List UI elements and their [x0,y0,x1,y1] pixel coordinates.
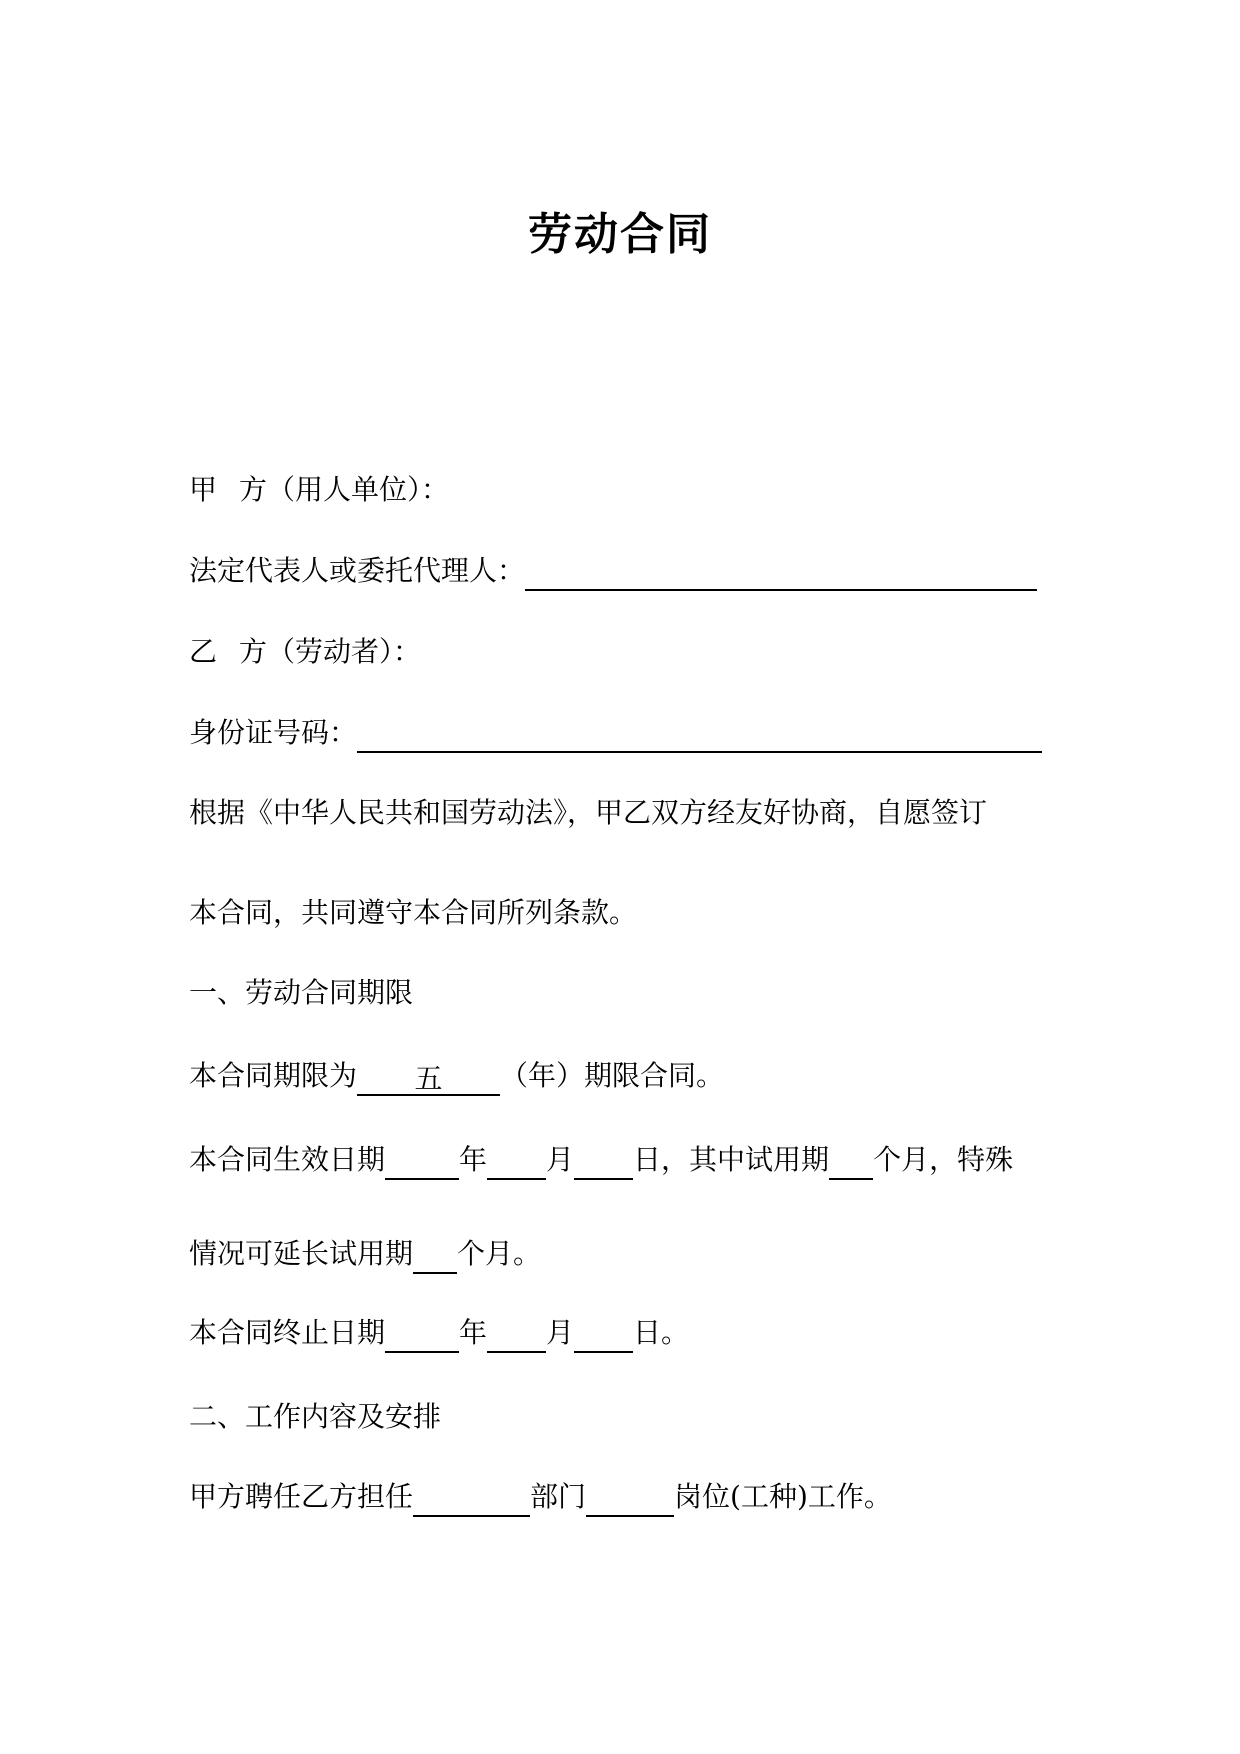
id-number-line [189,713,1042,753]
department-label: 部门 [530,1480,587,1513]
party-b-label: 方（劳动者）： [239,635,422,668]
probation-months-label: 个月，特殊 [873,1143,1014,1176]
term-prefix: 本合同期限为 [189,1059,358,1092]
termination-day-blank[interactable] [574,1321,633,1353]
representative-label: 法定代表人或委托代理人： [189,554,526,587]
section-1-heading: 一、劳动合同期限 [189,976,414,1009]
department-blank[interactable] [413,1485,530,1517]
effective-day-blank[interactable] [574,1148,633,1180]
section-2-heading: 二、工作内容及安排 [189,1400,442,1433]
termination-month-blank[interactable] [487,1321,546,1353]
termination-prefix: 本合同终止日期 [189,1316,386,1349]
termination-day-label: 日。 [633,1316,690,1349]
id-number-blank[interactable] [357,721,1042,753]
assignment-prefix: 甲方聘任乙方担任 [189,1480,414,1513]
term-years-field[interactable]: 五 [357,1064,500,1096]
representative-line [189,551,1037,591]
effective-month-blank[interactable] [487,1148,546,1180]
party-a-line [189,470,449,510]
preamble-line-1: 根据《中华人民共和国劳动法》，甲乙双方经友好协商，自愿签订 [189,796,988,829]
effective-month-label: 月 [546,1143,575,1176]
termination-year-blank[interactable] [385,1321,459,1353]
termination-year-label: 年 [459,1316,488,1349]
position-blank[interactable] [586,1485,674,1517]
preamble-line-2: 本合同，共同遵守本合同所列条款。 [189,896,638,929]
termination-date-line [189,1313,689,1353]
party-b-line [189,632,421,672]
party-a-prefix: 甲 [189,473,218,506]
party-b-prefix: 乙 [189,635,218,668]
effective-date-line [189,1140,1013,1180]
probation-months-blank[interactable] [829,1148,873,1180]
extension-prefix: 情况可延长试用期 [189,1237,414,1270]
termination-month-label: 月 [546,1316,575,1349]
extension-months-blank[interactable] [413,1242,457,1274]
contract-term-line [189,1056,724,1096]
effective-year-blank[interactable] [385,1148,459,1180]
party-a-label: 方（用人单位）： [239,473,450,506]
representative-blank[interactable] [525,559,1037,591]
document-title: 劳动合同 [528,209,712,260]
position-label: 岗位(工种)工作。 [674,1480,892,1513]
extension-suffix: 个月。 [457,1237,542,1270]
effective-year-label: 年 [459,1143,488,1176]
id-number-label: 身份证号码： [189,716,358,749]
job-assignment-line [189,1477,892,1517]
effective-day-label: 日，其中试用期 [633,1143,830,1176]
term-suffix: （年）期限合同。 [500,1059,725,1092]
effective-prefix: 本合同生效日期 [189,1143,386,1176]
probation-extension-line [189,1234,541,1274]
